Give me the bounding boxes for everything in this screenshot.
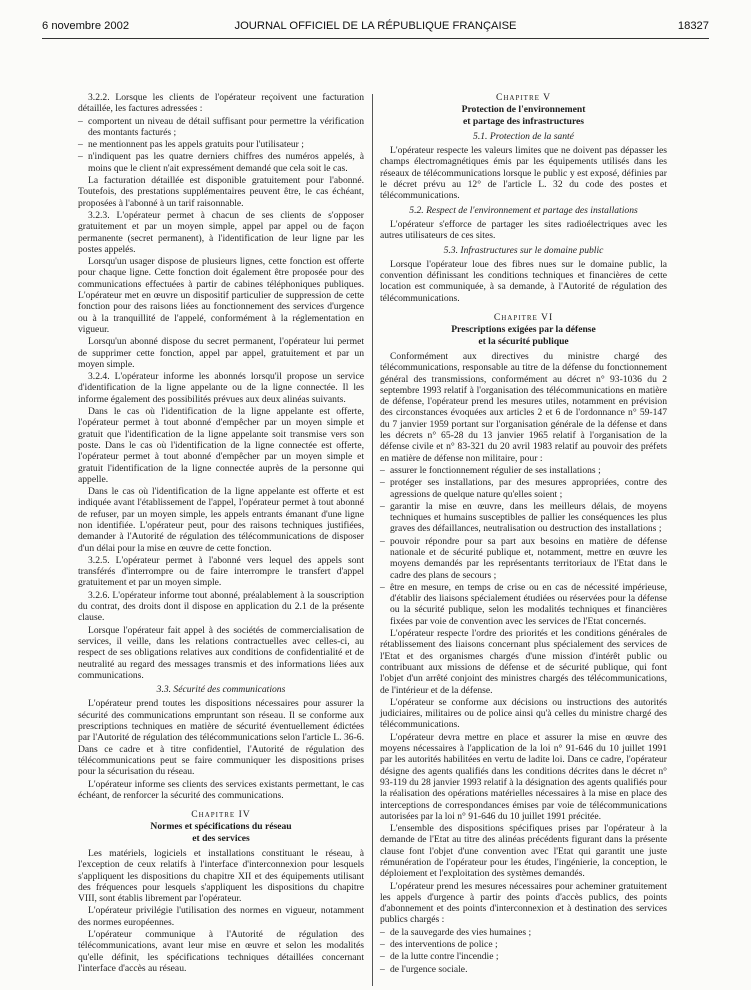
paragraph: L'opérateur s'efforce de partager les sites radioélectriques avec les autres utilisateurs de ces sites. bbox=[380, 218, 667, 242]
dash-item: – ne mentionnent pas les appels gratuits pour l'utilisateur ; bbox=[78, 139, 364, 150]
dash-item: – de l'urgence sociale. bbox=[380, 964, 667, 975]
paragraph: L'opérateur respecte les valeurs limites que ne doivent pas dépasser les champs électromagnétiques émis par les équipements utilisés dans les réseaux de télécommunications lorsque le public y est exposé, définies par le décret prévu au 12° de l'article L. 32 du code des postes et télécommunications. bbox=[380, 145, 667, 202]
paragraph: La facturation détaillée est disponible gratuitement pour l'abonné. Toutefois, des prestations supplémentaires peuvent être, le cas échéant, proposées à l'abonné à un tarif raisonnable. bbox=[78, 175, 364, 209]
dash-item: – de la sauvegarde des vies humaines ; bbox=[380, 927, 667, 938]
paragraph: L'opérateur communique à l'Autorité de régulation des télécommunications, avant leur mise en œuvre et selon les modalités qu'elle définit, les spécifications techniques détaillées concernant l'interface d'accès au réseau. bbox=[78, 929, 364, 974]
dash-item: – n'indiquent pas les quatre derniers chiffres des numéros appelés, à moins que le client n'ait expressément demandé que cela soit le cas. bbox=[78, 151, 364, 174]
chapter-title-line: Prescriptions exigées par la défense bbox=[451, 324, 596, 336]
dash-item: – des interventions de police ; bbox=[380, 939, 667, 950]
header-page-number: 18327 bbox=[677, 20, 709, 32]
chapter-6-title bbox=[380, 324, 667, 347]
paragraph: 3.2.5. L'opérateur permet à l'abonné vers lequel des appels sont transférés d'interrompre ou de faire interrompre le transfert d'appel gratuitement et par un moyen simple. bbox=[78, 554, 364, 589]
header-journal-title: JOURNAL OFFICIEL DE LA RÉPUBLIQUE FRANÇAISE bbox=[234, 20, 517, 32]
chapter-5-heading: Chapitre V bbox=[495, 92, 552, 103]
chapter-title-line: et partage des infrastructures bbox=[462, 115, 585, 127]
chapter-4-heading: Chapitre IV bbox=[191, 809, 251, 821]
header-date: 6 novembre 2002 bbox=[42, 20, 130, 32]
page-header bbox=[42, 20, 709, 36]
paragraph: L'opérateur devra mettre en place et assurer la mise en œuvre des moyens nécessaires à l'application de la loi n° 91-646 du 10 juillet 1991 par les autorités habilitées en vertu de ladite loi. Dans ce cadre, l'opérateur désigne des agents qualifiés dans les conditions décrites dans le décret n° 93-119 du 28 janvier 1993 relatif à la désignation des agents qualifiés pour la réalisation des opérations matérielles nécessaires à la mise en place des interceptions de correspondances émises par voie de télécommunications autorisées par la loi n° 91-646 du 10 juillet 1991 précitée. bbox=[380, 731, 667, 822]
column-divider bbox=[372, 94, 373, 986]
chapter-4-title bbox=[78, 821, 364, 844]
paragraph: Dans le cas où l'identification de la ligne appelante est offerte, l'opérateur permet à tout abonné d'empêcher par un moyen simple et gratuit que l'identification de la ligne appelante soit transmise vers son poste. Dans le cas où l'identification de la ligne connectée est offerte, l'opérateur permet à tout abonné d'empêcher par un moyen simple et gratuit l'identification de la ligne connectée auprès de la personne qui appelle. bbox=[78, 406, 364, 485]
dash-item: – garantir la mise en œuvre, dans les meilleurs délais, de moyens techniques et humains susceptibles de pallier les conséquences les plus graves des défaillances, neutralisation ou destruction des installations ; bbox=[380, 501, 667, 535]
paragraph: L'ensemble des dispositions spécifiques prises par l'opérateur à la demande de l'Etat au titre des alinéas précédents figurant dans la présente clause font l'objet d'une convention avec l'Etat qui garantit une juste rémunération de l'opérateur pour les études, l'ingénierie, la conception, le déploiement et l'exploitation des systèmes demandés. bbox=[380, 823, 667, 880]
paragraph: Conformément aux directives du ministre chargé des télécommunications, responsable au titre de la défense du fonctionnement général des transmissions, conformément au décret n° 93-1036 du 2 septembre 1993 relatif à l'organisation des télécommunications en matière de défense, l'opérateur prend les mesures utiles, notamment en prévision des circonstances évoquées aux articles 2 et 6 de l'ordonnance n° 59-147 du 7 janvier 1959 portant sur l'organisation générale de la défense et dans les décrets n° 65-28 du 13 janvier 1965 relatif à l'organisation de la défense civile et n° 83-321 du 20 avril 1983 relatif au pouvoir des préfets en matière de défense non militaire, pour : bbox=[380, 350, 667, 464]
dash-item: – être en mesure, en temps de crise ou en cas de nécessité impérieuse, d'établir des liaisons spécialement étudiées ou réservées pour la défense ou la sécurité publique, selon les modalités techniques et financières fixées par voie de convention avec les services de l'Etat concernés. bbox=[380, 582, 667, 627]
paragraph: L'opérateur se conforme aux décisions ou instructions des autorités judiciaires, militaires ou de police ainsi qu'à celles du ministre chargé des télécommunications. bbox=[380, 696, 667, 731]
paragraph: L'opérateur prend toutes les dispositions nécessaires pour assurer la sécurité des communications empruntant son réseau. Il se conforme aux prescriptions techniques en matière de sécurité éventuellement édictées par l'Autorité de régulation des télécommunications selon l'article L. 36-6. Dans ce cadre et à titre confidentiel, l'Autorité de régulation des télécommunications peut se faire communiquer les dispositions prises pour la sécurisation du réseau. bbox=[78, 698, 364, 778]
section-heading-5-2: 5.2. Respect de l'environnement et partage des installations bbox=[409, 204, 638, 216]
dash-item: – assurer le fonctionnement régulier de ses installations ; bbox=[380, 465, 667, 476]
dash-item: – protéger ses installations, par des mesures appropriées, contre des agressions de quelque nature qu'elles soient ; bbox=[380, 477, 667, 500]
chapter-5-title bbox=[380, 104, 667, 127]
dash-item: – pouvoir répondre pour sa part aux besoins en matière de défense nationale et de sécurité publique et, notamment, mettre en œuvre les moyens demandés par les représentants territoriaux de l'Etat dans le cadre des plans de secours ; bbox=[380, 536, 667, 581]
paragraph: L'opérateur informe ses clients des services existants permettant, le cas échéant, de renforcer la sécurité des communications. bbox=[78, 778, 364, 801]
paragraph: Dans le cas où l'identification de la ligne appelante est offerte et est indiquée avant l'établissement de l'appel, l'opérateur permet à tout abonné de refuser, par un moyen simple, les appels entrants émanant d'une ligne non identifiée. L'opérateur peut, pour des raisons techniques justifiées, demander à l'Autorité de régulation des télécommunications de disposer d'un délai pour la mise en œuvre de cette fonction. bbox=[78, 486, 364, 554]
right-column bbox=[380, 92, 667, 976]
section-heading-5-1: 5.1. Protection de la santé bbox=[473, 130, 574, 142]
header-rule bbox=[42, 38, 709, 39]
section-heading-3-3: 3.3. Sécurité des communications bbox=[156, 684, 286, 696]
paragraph: L'opérateur prend les mesures nécessaires pour acheminer gratuitement les appels d'urgence à partir des points d'accès publics, des points d'abonnement et des points d'interconnexion et à destination des services publics chargés : bbox=[380, 880, 667, 926]
paragraph: 3.2.6. L'opérateur informe tout abonné, préalablement à la souscription du contrat, des droits dont il dispose en application du 2.1 de la présente clause. bbox=[78, 589, 364, 624]
paragraph: Lorsqu'un usager dispose de plusieurs lignes, cette fonction est offerte pour chaque ligne. Cette fonction doit également être proposée pour des communications effectuées à partir de cabines téléphoniques publiques. L'opérateur met en œuvre un dispositif particulier de suppression de cette fonction pour des raisons liées au fonctionnement des services d'urgence ou à la tranquillité de l'appelé, conformément à la réglementation en vigueur. bbox=[78, 256, 364, 335]
dash-item: – de la lutte contre l'incendie ; bbox=[380, 951, 667, 962]
chapter-6-heading: Chapitre VI bbox=[493, 312, 554, 324]
paragraph: L'opérateur respecte l'ordre des priorités et les conditions générales de rétablissement des liaisons concernant plus spécialement des services de l'Etat et des organismes chargés d'une mission d'intérêt public ou contribuant aux missions de défense et de sécurité publique, qui font l'objet d'un arrêté conjoint des ministres chargés des télécommunications, de l'intérieur et de la défense. bbox=[380, 628, 667, 696]
chapter-title-line: et la sécurité publique bbox=[478, 335, 569, 347]
paragraph: Lorsqu'un abonné dispose du secret permanent, l'opérateur lui permet de supprimer cette fonction, appel par appel, gratuitement et par un moyen simple. bbox=[78, 336, 364, 370]
paragraph: Les matériels, logiciels et installations constituant le réseau, à l'exception de ceux relatifs à l'interface d'interconnexion pour lesquels s'appliquent les dispositions du chapitre XII et des équipements utilisant des fréquences pour lesquels s'appliquent les dispositions du chapitre VIII, sont établis librement par l'opérateur. bbox=[78, 848, 364, 905]
chapter-title-line: Protection de l'environnement bbox=[461, 104, 586, 116]
left-column bbox=[78, 92, 364, 975]
chapter-title-line: Normes et spécifications du réseau bbox=[150, 821, 292, 833]
paragraph: L'opérateur privilégie l'utilisation des normes en vigueur, notamment des normes européennes. bbox=[78, 905, 364, 928]
paragraph: Lorsque l'opérateur fait appel à des sociétés de commercialisation de services, il veille, dans les relations contractuelles avec celles-ci, au respect de ses obligations relatives aux conditions de confidentialité et de neutralité au regard des messages transmis et des informations liées aux communications. bbox=[78, 624, 364, 681]
paragraph: Lorsque l'opérateur loue des fibres nues sur le domaine public, la convention définissant les conditions techniques et financières de cette location est communiquée, à sa demande, à l'Autorité de régulation des télécommunications. bbox=[380, 258, 667, 304]
section-heading-5-3: 5.3. Infrastructures sur le domaine public bbox=[443, 244, 604, 256]
paragraph: 3.2.2. Lorsque les clients de l'opérateur reçoivent une facturation détaillée, les factures adressées : bbox=[78, 92, 364, 115]
chapter-title-line: et des services bbox=[192, 832, 250, 844]
paragraph: 3.2.3. L'opérateur permet à chacun de ses clients de s'opposer gratuitement et par un moyen simple, appel par appel ou de façon permanente (secret permanent), à l'identification de leur ligne par les postes appelés. bbox=[78, 209, 364, 255]
dash-item: – comportent un niveau de détail suffisant pour permettre la vérification des montants facturés ; bbox=[78, 116, 364, 139]
paragraph: 3.2.4. L'opérateur informe les abonnés lorsqu'il propose un service d'identification de la ligne appelante ou de la ligne connectée. Il les informe également des possibilités prévues aux deux alinéas suivants. bbox=[78, 371, 364, 405]
